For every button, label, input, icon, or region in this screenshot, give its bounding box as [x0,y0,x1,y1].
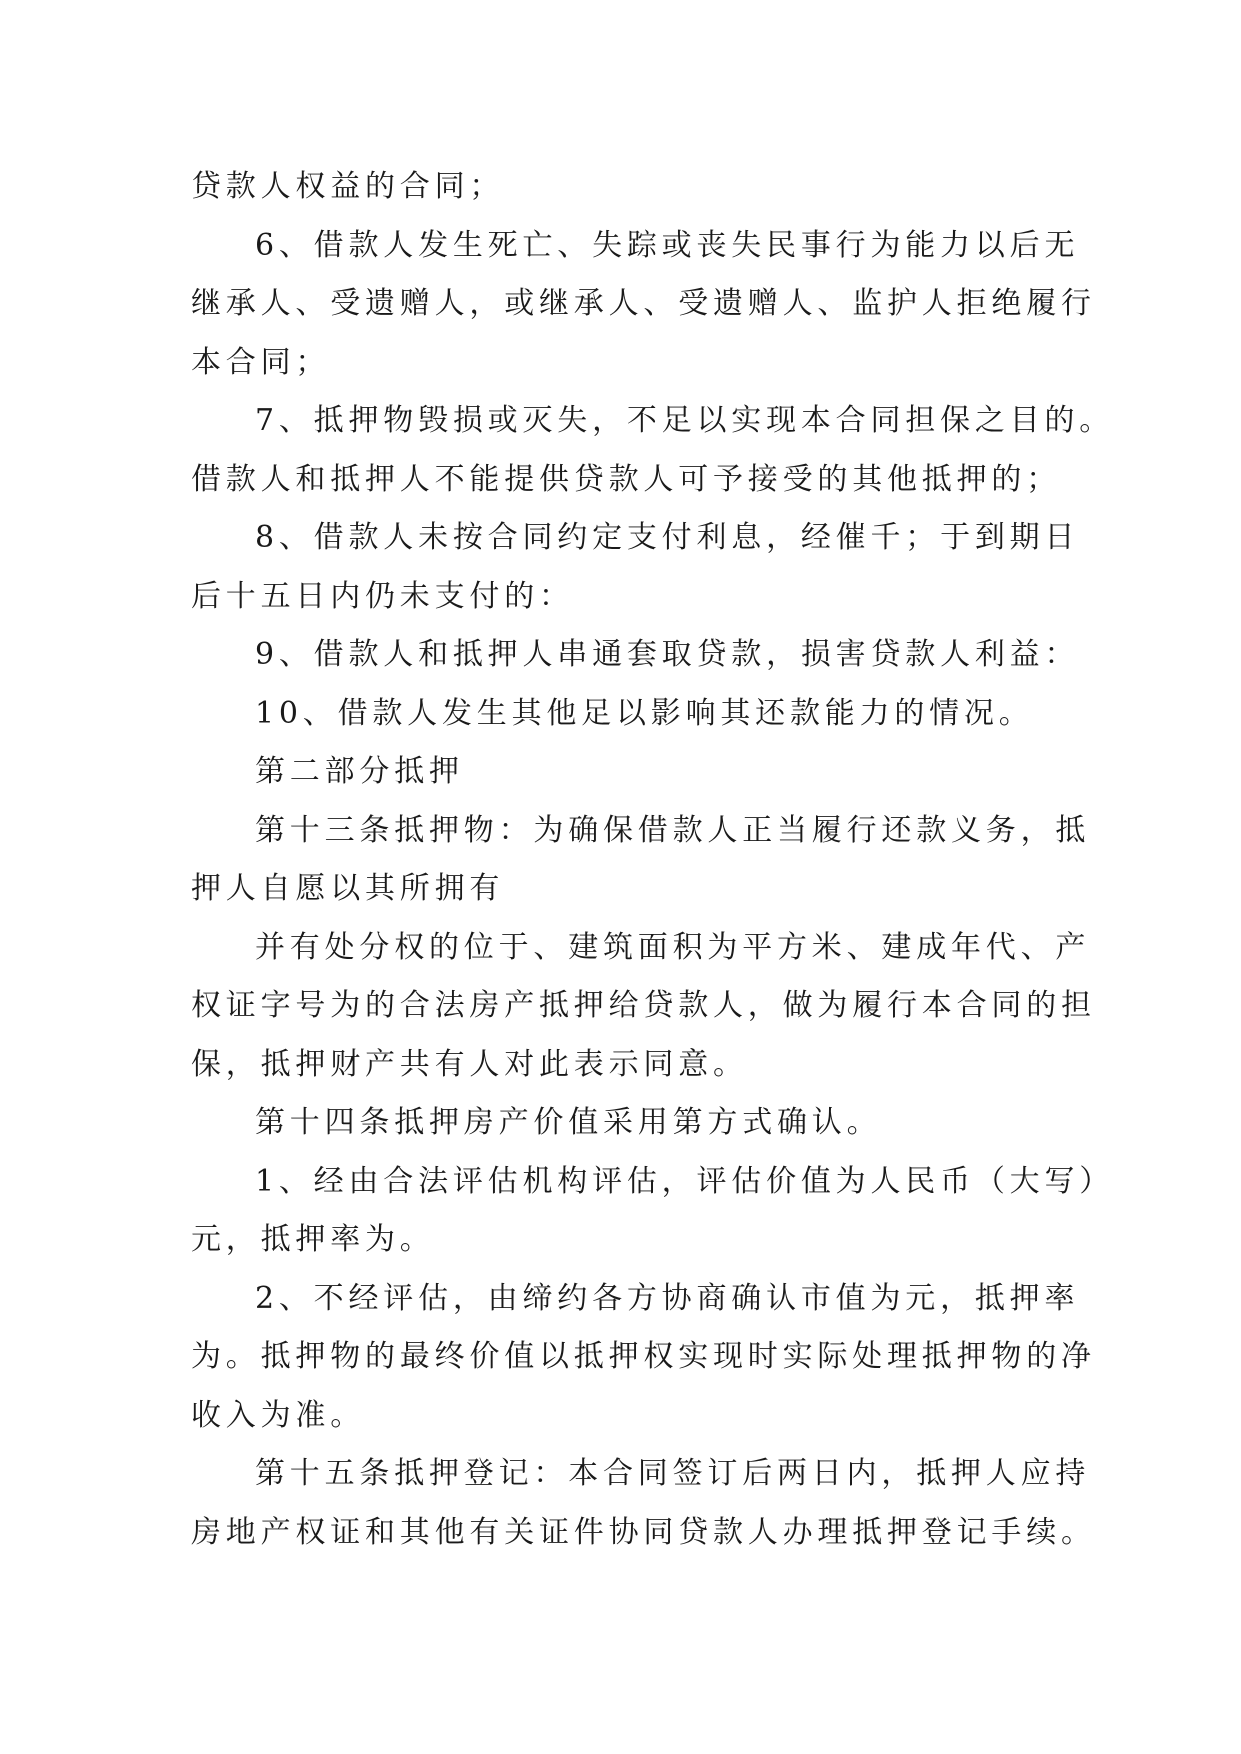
text-line: 房地产权证和其他有关证件协同贷款人办理抵押登记手续。 [191,1514,1096,1550]
text-line: 第二部分抵押 [255,754,464,789]
paragraph [191,743,1061,802]
paragraph [191,919,1096,1095]
paragraph [191,217,1096,393]
paragraph [191,685,1061,744]
text-line: 第十三条抵押物：为确保借款人正当履行还款义务，抵 [255,812,1091,848]
text-line: 借款人和抵押人不能提供贷款人可予接受的其他抵押的； [191,461,1061,497]
text-line: 7、抵押物毁损或灭失，不足以实现本合同担保之目的。 [255,403,1115,438]
paragraph [191,392,1115,509]
text-line: 第十四条抵押房产价值采用第方式确认。 [255,1105,882,1140]
text-line: 6、借款人发生死亡、失踪或丧失民事行为能力以后无 [255,227,1080,263]
text-line: 收入为准。 [191,1397,365,1433]
paragraph [191,626,1080,685]
paragraph [191,1153,1115,1270]
text-line: 本合同； [191,344,331,380]
text-line: 后十五日内仍未支付的： [191,578,574,614]
paragraph [191,802,1091,919]
text-line: 保，抵押财产共有人对此表示同意。 [191,1046,748,1082]
text-line: 2、不经评估，由缔约各方协商确认市值为元，抵押率 [255,1280,1080,1316]
paragraph [191,509,1080,626]
text-line: 9、借款人和抵押人串通套取贷款，损害贷款人利益： [255,637,1080,672]
text-line: 第十五条抵押登记：本合同签订后两日内，抵押人应持 [255,1456,1091,1491]
document-body [191,158,1115,1562]
paragraph [191,1270,1096,1446]
text-line: 贷款人权益的合同； [191,169,505,204]
text-line: 元，抵押率为。 [191,1222,435,1257]
text-line: 继承人、受遗赠人，或继承人、受遗赠人、监护人拒绝履行 [191,286,1096,321]
paragraph [191,158,1061,217]
paragraph [191,1445,1096,1562]
text-line: 1、经由合法评估机构评估，评估价值为人民币（大写） [255,1163,1115,1199]
text-line: 为。抵押物的最终价值以抵押权实现时实际处理抵押物的净 [191,1339,1096,1374]
text-line: 权证字号为的合法房产抵押给贷款人，做为履行本合同的担 [191,988,1096,1023]
text-line: 8、借款人未按合同约定支付利息，经催千；于到期日 [255,520,1080,555]
text-line: 押人自愿以其所拥有 [191,871,505,906]
paragraph [191,1094,1061,1153]
text-line: 并有处分权的位于、建筑面积为平方米、建成年代、产 [255,929,1091,965]
text-line: 10、借款人发生其他足以影响其还款能力的情况。 [255,695,1034,731]
